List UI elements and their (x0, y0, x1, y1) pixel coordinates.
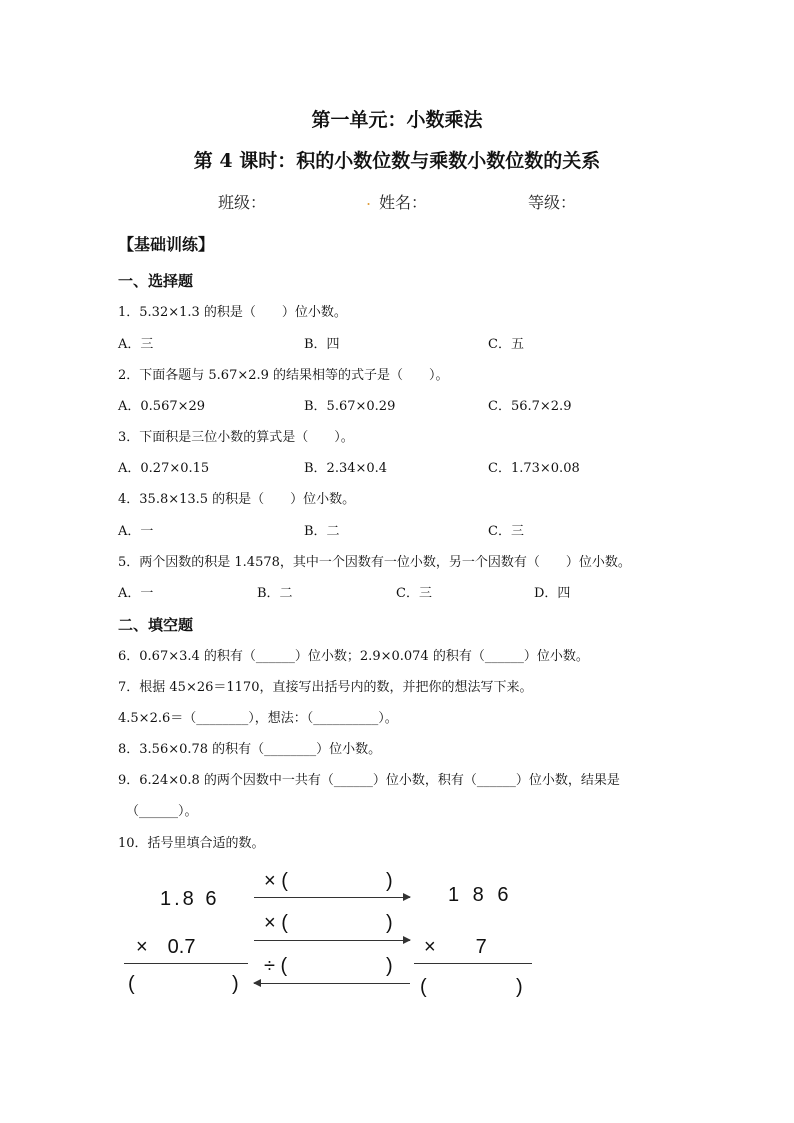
q3-option-a: A．0.27×0.15 (118, 461, 210, 476)
right-result-line (414, 963, 532, 964)
left-multiplier: × 0.7 (136, 936, 196, 958)
name-label: 姓名： (379, 193, 428, 212)
q5-option-d: D．四 (534, 586, 571, 601)
q5-option-b: B．二 (257, 586, 293, 601)
section-fill-heading: 二、填空题 (118, 616, 194, 634)
question-9: 9．6.24×0.8 的两个因数中一共有（______）位小数，积有（______）位小数，结果是 (118, 773, 620, 788)
arrow3-paren-close: ) (386, 955, 393, 977)
q2-option-b: B．5.67×0.29 (304, 399, 396, 414)
arrow-left-3 (254, 983, 410, 984)
arrow1-paren-close: ) (386, 870, 393, 892)
question-5: 5．两个因数的积是 1.4578，其中一个因数有一位小数，另一个因数有（ ）位小数。 (118, 555, 631, 570)
question-7-blank: 4.5×2.6＝（________），想法：（__________）。 (118, 711, 398, 726)
q4-option-a: A．一 (118, 524, 154, 539)
question-6: 6．0.67×3.4 的积有（______）位小数；2.9×0.074 的积有（______）位小数。 (118, 649, 589, 664)
q3-option-b: B．2.34×0.4 (304, 461, 388, 476)
q5-option-a: A．一 (118, 586, 154, 601)
question-2: 2．下面各题与 5.67×2.9 的结果相等的式子是（ ）。 (118, 368, 449, 383)
basic-training-heading: 【基础训练】 (118, 235, 215, 254)
arrow-right-2 (254, 940, 410, 941)
left-answer-paren-close: ) (232, 973, 239, 995)
grade-label: 等级： (528, 193, 577, 212)
question-10: 10．括号里填合适的数。 (118, 836, 265, 851)
question-3: 3．下面积是三位小数的算式是（ ）。 (118, 430, 354, 445)
section-choice-heading: 一、选择题 (118, 272, 194, 290)
q5-option-c: C．三 (396, 586, 432, 601)
q2-option-a: A．0.567×29 (118, 399, 206, 414)
question-1: 1．5.32×1.3 的积是（ ）位小数。 (118, 305, 347, 320)
right-answer-paren-close: ) (516, 976, 523, 998)
question-4: 4．35.8×13.5 的积是（ ）位小数。 (118, 492, 356, 507)
question-9-continued: （______）。 (126, 804, 198, 819)
arrow-right-1 (254, 897, 410, 898)
right-top-number: 1 8 6 (448, 884, 513, 906)
left-answer-paren-open: ( (128, 973, 135, 995)
q3-option-c: C．1.73×0.08 (488, 461, 580, 476)
q1-option-c: C．五 (488, 337, 524, 352)
q4-option-b: B．二 (304, 524, 340, 539)
arrow3-label: ÷ ( (264, 955, 288, 977)
page-title: 第一单元：小数乘法 (311, 109, 483, 131)
q1-option-b: B．四 (304, 337, 340, 352)
lesson-subtitle: 第 4 课时：积的小数位数与乘数小数位数的关系 (193, 150, 601, 172)
right-multiplier: × 7 (424, 936, 487, 958)
arrow2-label: × ( (264, 912, 288, 934)
q2-option-c: C．56.7×2.9 (488, 399, 572, 414)
left-top-number: 1.8 6 (160, 888, 220, 910)
class-label: 班级： (218, 193, 267, 212)
left-result-line (124, 963, 248, 964)
q4-option-c: C．三 (488, 524, 524, 539)
q1-option-a: A．三 (118, 337, 154, 352)
arrow1-label: × ( (264, 870, 288, 892)
right-answer-paren-open: ( (420, 976, 427, 998)
separator-dot: . (366, 190, 372, 209)
arrow2-paren-close: ) (386, 912, 393, 934)
question-7: 7．根据 45×26＝1170，直接写出括号内的数，并把你的想法写下来。 (118, 680, 533, 695)
question-8: 8．3.56×0.78 的积有（________）位小数。 (118, 742, 382, 757)
